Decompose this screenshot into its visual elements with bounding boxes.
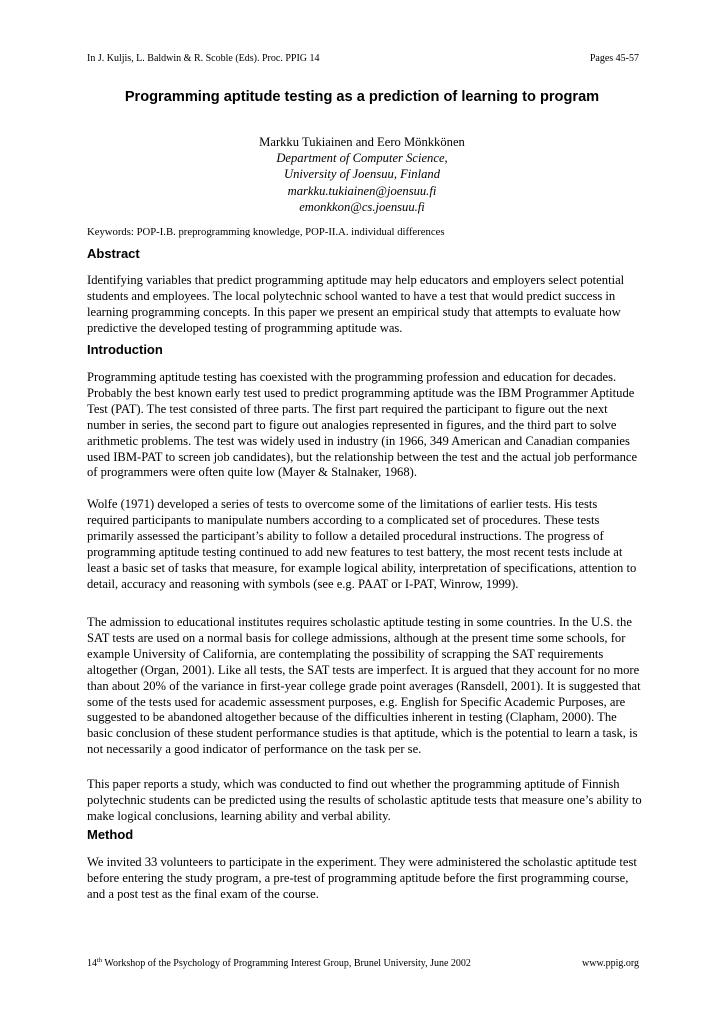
footer-workshop-text: Workshop of the Psychology of Programming Interest Group, Brunel University, June 2002 xyxy=(102,958,471,969)
method-paragraph: We invited 33 volunteers to participate in the experiment. They were administered the scholastic aptitude test before entering the study program, a pre-test of programming aptitude before the first programming course, and a post test as the final exam of the course. xyxy=(87,855,637,901)
footer-ordinal-suffix: th xyxy=(97,957,103,964)
running-header xyxy=(87,53,639,64)
introduction-paragraph-3: The admission to educational institutes requires scholastic aptitude testing in some countries. In the U.S. the SAT tests are used on a normal basis for college admissions, although at the present time some schools, for example University of California, are contemplating the possibility of scrapping the SAT requirements altogether (Organ, 2001). Like all tests, the SAT tests are imperfect. It is argued that they account for no more than about 20% of the variance in first-year college grade point averages (Ransdell, 2001). It is suggested that some of the tests used for academic assessment purposes, e.g. English for Specific Academic Purposes, are suggested to be abandoned altogether because of the difficulties inherent in testing (Clapham, 2000). The basic conclusion of these student performance studies is that aptitude, which is the potential to learn a task, is not necessarily a good indicator of performance on the task per se. xyxy=(87,615,641,757)
author-email-1: markku.tukiainen@joensuu.fi xyxy=(287,183,437,198)
footer-ordinal-number: 14 xyxy=(87,958,97,969)
author-email-2: emonkkon@cs.joensuu.fi xyxy=(299,199,425,214)
abstract-paragraph: Identifying variables that predict programming aptitude may help educators and employers select potential students and employees. The local polytechnic school wanted to have a test that would predict success in learning programming concepts. In this paper we present an empirical study that attempts to evaluate how predictive the developed testing of programming aptitude was. xyxy=(87,273,625,335)
author-block xyxy=(0,134,724,215)
affiliation-university: University of Joensuu, Finland xyxy=(284,167,440,182)
header-pages: Pages 45-57 xyxy=(589,53,639,64)
header-citation: In J. Kuljis, L. Baldwin & R. Scoble (Eds). Proc. PPIG 14 xyxy=(87,53,320,64)
section-heading-abstract: Abstract xyxy=(87,246,140,261)
introduction-paragraph-2: Wolfe (1971) developed a series of tests to overcome some of the limitations of earlier tests. His tests required participants to manipulate numbers according to a complicated set of procedures. These tests primarily assessed the participant’s ability to follow a detailed procedural instructions. The progress of programming aptitude testing continued to add new features to test battery, the most recent tests include at least a basic set of tasks that measure, for example logical ability, interpretation of specifications, attention to detail, accuracy and reasoning with symbols (see e.g. PAAT or I-PAT, Winrow, 1999). xyxy=(87,497,637,591)
introduction-paragraph-1: Programming aptitude testing has coexisted with the programming profession and education for decades. Probably the best known early test used to predict programming aptitude was the IBM Programmer Aptitude Test (PAT). The test consisted of three parts. The first part required the participant to figure out the next number in series, the second part to figure out analogies represented in figures, and the third part to solve arithmetic problems. The test was widely used in industry (in 1966, 349 American and Canadian companies used IBM-PAT to screen job candidates), but the relationship between the test and the actual job performance of programmers were often quite low (Mayer & Stalnaker, 1968). xyxy=(87,370,638,480)
section-heading-introduction: Introduction xyxy=(87,342,163,357)
affiliation-department: Department of Computer Science, xyxy=(276,151,448,166)
page-footer xyxy=(87,958,639,969)
paper-title: Programming aptitude testing as a prediction of learning to program xyxy=(124,89,600,105)
footer-url[interactable]: www.ppig.org xyxy=(582,958,639,969)
section-heading-method: Method xyxy=(87,827,134,842)
introduction-paragraph-4: This paper reports a study, which was conducted to find out whether the programming aptitude of Finnish polytechnic students can be predicted using the results of scholastic aptitude tests that measure one’s ability to make logical conclusions, learning ability and verbal ability. xyxy=(87,777,642,823)
keywords: Keywords: POP-I.B. preprogramming knowledge, POP-II.A. individual differences xyxy=(87,226,445,238)
author-names: Markku Tukiainen and Eero Mönkkönen xyxy=(259,135,465,149)
footer-workshop xyxy=(87,958,471,969)
